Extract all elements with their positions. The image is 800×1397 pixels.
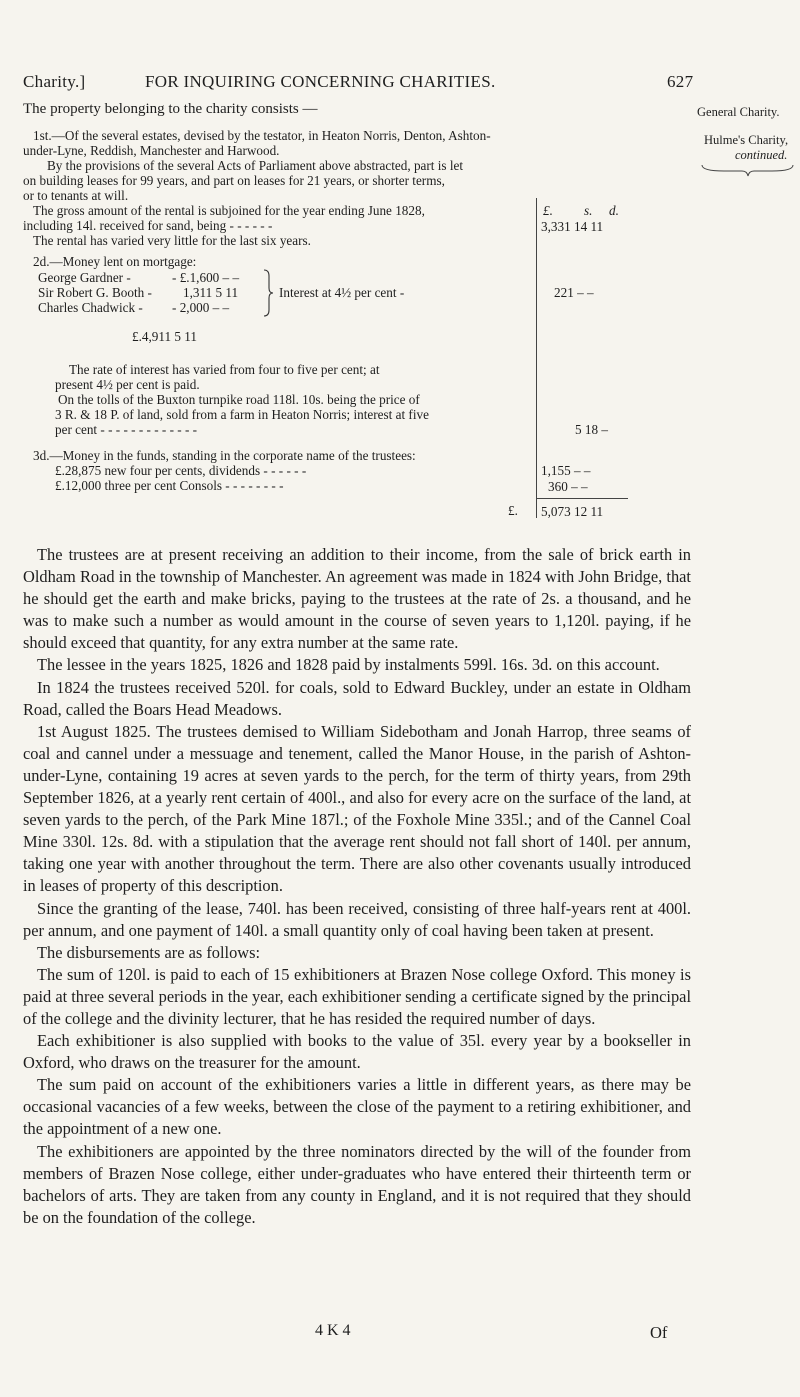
- total-rule: [536, 498, 628, 499]
- section1-line2: under-Lyne, Reddish, Manchester and Harwood.: [23, 143, 280, 158]
- mortgage-brace-icon: [262, 268, 274, 318]
- body-paragraph: 1st August 1825. The trustees demised to William Sidebotham and Jonah Harrop, three seams of coal and cannel under a messuage and tenement, called the Manor House, in the parish of Ashton-under-Lyne, containing 19 acres at seven yards to the perch, for the term of thirty years, from 29th September 1826, at a yearly rent certain of 400l., and also for every acre on the surface of the land, at seven yards to the perch, of the Park Mine 187l.; of the Foxhole Mine 335l.; and of the Cannel Coal Mine 330l. 12s. 8d. with a stipulation that the average rent should not fall short of 140l. per annum, taking one year with another throughout the term. There are also other covenants usually introduced in leases of property of this description.: [23, 721, 691, 896]
- section1-line7: including 14l. received for sand, being - - - - - -: [23, 218, 273, 233]
- rate-line1: The rate of interest has varied from four to five per cent; at: [69, 362, 380, 377]
- section1-line3: By the provisions of the several Acts of Parliament above abstracted, part is let: [47, 158, 464, 173]
- section1-line5: or to tenants at will.: [23, 188, 129, 203]
- header-section-label: Charity.]: [23, 72, 86, 91]
- section1-line8: The rental has varied very little for the last six years.: [33, 233, 311, 248]
- margin-note-hulmes-charity: Hulme's Charity,: [704, 133, 789, 147]
- body-paragraph: The lessee in the years 1825, 1826 and 1828 paid by instalments 599l. 16s. 3d. on this account.: [37, 655, 660, 675]
- body-paragraph: The sum of 120l. is paid to each of 15 exhibitioners at Brazen Nose college Oxford. This money is paid at three several periods in the year, each exhibitioner sending a certificate signed by the principal of the college and the divinity lecturer, that he has resided the required number of days.: [23, 964, 691, 1028]
- amount-rental: 3,331 14 11: [541, 219, 604, 234]
- currency-shillings-header: s.: [584, 203, 593, 218]
- body-paragraph: In 1824 the trustees received 520l. for coals, sold to Edward Buckley, under an estate in Oldham Road, called the Boars Head Meadows.: [23, 677, 691, 719]
- section3-title: 3d.—Money in the funds, standing in the corporate name of the trustees:: [33, 448, 416, 463]
- mortgage-amount: - £.1,600 – –: [172, 270, 240, 285]
- margin-note-general-charity: General Charity.: [697, 105, 780, 119]
- section1-line1: 1st.—Of the several estates, devised by the testator, in Heaton Norris, Denton, Ashton-: [33, 128, 491, 143]
- amount-column-rule: [536, 198, 537, 518]
- section2-title: 2d.—Money lent on mortgage:: [33, 254, 197, 269]
- body-text: [23, 544, 691, 1229]
- rate-line2: present 4½ per cent is paid.: [55, 377, 200, 392]
- margin-note-continued: continued.: [735, 148, 788, 162]
- body-paragraph: The trustees are at present receiving an addition to their income, from the sale of brick earth in Oldham Road in the township of Manchester. An agreement was made in 1824 with John Bridge, that he should get the earth and make bricks, paying to the trustees at the rate of 2s. a thousand, and he was to make such a number as would amount in the course of seven years to 1,120l. paying, if he should exceed that quantity, for any extra number at the same rate.: [23, 545, 691, 653]
- mortgage-interest-rate: Interest at 4½ per cent -: [279, 285, 405, 300]
- mortgage-amount: - 2,000 – –: [172, 300, 230, 315]
- body-paragraph: Since the granting of the lease, 740l. has been received, consisting of three half-years rent at 400l. per annum, and one payment of 140l. a small quantity only of coal having been taken at present.: [23, 898, 691, 940]
- body-paragraph: The sum paid on account of the exhibitioners varies a little in different years, as there may be occasional vacancies of a few weeks, between the close of the payment to a retiring exhibitioner, and the appointment of a new one.: [23, 1075, 691, 1139]
- intro-line: The property belonging to the charity consists —: [23, 101, 318, 117]
- grand-total-label: £.: [508, 503, 518, 518]
- mortgage-total: £.4,911 5 11: [132, 329, 197, 344]
- mortgage-name: George Gardner -: [38, 270, 131, 285]
- tolls-line2: 3 R. & 18 P. of land, sold from a farm in Heaton Norris; interest at five: [55, 407, 429, 422]
- body-paragraph: The exhibitioners are appointed by the three nominators directed by the will of the founder from members of Brazen Nose college, either under-graduates who have entered their thirteenth term or bachelors of arts. They are taken from any county in England, and it is not required that they should be on the foundation of the college.: [23, 1141, 691, 1227]
- section1-line4: on building leases for 99 years, and part on leases for 21 years, or shorter terms,: [23, 173, 445, 188]
- currency-pence-header: d.: [609, 203, 619, 218]
- section3-line1: £.28,875 new four per cents, dividends - - - - - -: [55, 463, 307, 478]
- amount-dividends: 1,155 – –: [541, 463, 591, 478]
- margin-brace-icon: [700, 163, 795, 177]
- body-paragraph: Each exhibitioner is also supplied with books to the value of 35l. every year by a bookseller in Oxford, who draws on the treasurer for the amount.: [23, 1031, 691, 1073]
- mortgage-name: Sir Robert G. Booth -: [38, 285, 152, 300]
- section1-line6: The gross amount of the rental is subjoined for the year ending June 1828,: [33, 203, 425, 218]
- mortgage-name: Charles Chadwick -: [38, 300, 143, 315]
- amount-interest: 221 – –: [554, 285, 594, 300]
- amount-consols: 360 – –: [548, 479, 588, 494]
- section3-line2: £.12,000 three per cent Consols - - - - - - - -: [55, 478, 284, 493]
- body-paragraph: The disbursements are as follows:: [37, 942, 261, 962]
- mortgage-amount: 1,311 5 11: [183, 285, 239, 300]
- grand-total-amount: 5,073 12 11: [541, 504, 604, 519]
- catchword: Of: [650, 1323, 668, 1342]
- tolls-line3: per cent - - - - - - - - - - - - -: [55, 422, 198, 437]
- currency-pounds-header: £.: [543, 203, 553, 218]
- printer-signature: 4 K 4: [315, 1322, 351, 1339]
- amount-tolls: 5 18 –: [575, 422, 608, 437]
- tolls-line1: On the tolls of the Buxton turnpike road 118l. 10s. being the price of: [58, 392, 420, 407]
- header-title: FOR INQUIRING CONCERNING CHARITIES.: [145, 72, 496, 91]
- header-page-number: 627: [667, 72, 694, 91]
